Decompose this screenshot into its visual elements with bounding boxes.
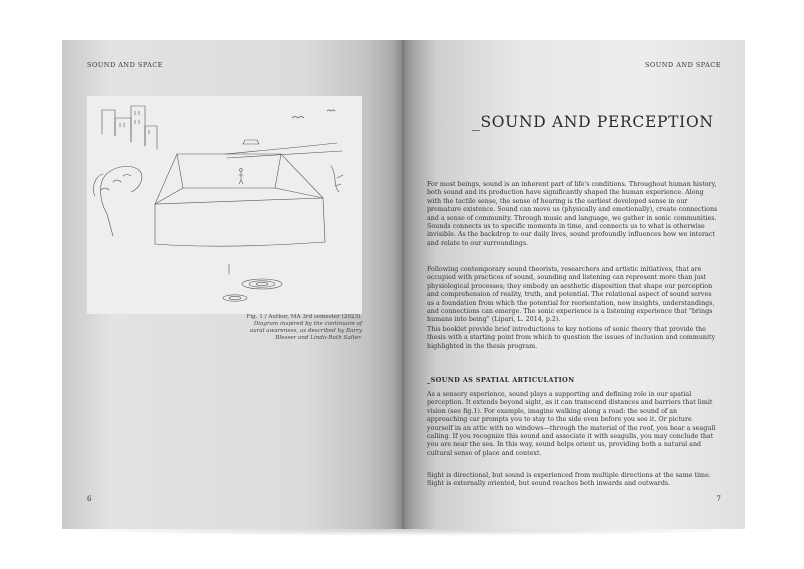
figure-sketch	[87, 96, 362, 314]
running-head-right: SOUND AND SPACE	[644, 61, 721, 69]
paragraph-2: Following contemporary sound theorists, researchers and artistic initiatives, that are occupied with practices of sound, sounding and listening can represent more than just physiological processes; they embody an aesthetic disposition that shape our perception and comprehension of reality, truth, and potential. The relational aspect of sound serves as a foundation from which the potential for reorientation, new insights, understandings, and connections can emerge. The sonic experience is a listening experience that "brings humans into being" (Lipari, L. 2014, p.2).	[427, 266, 715, 324]
left-page	[62, 40, 402, 529]
page-number-left: 6	[87, 495, 92, 503]
paragraph-4: As a sensory experience, sound plays a supporting and defining role in our spatial perception. It extends beyond sight, as it can transcend distances and barriers that limit vision (see fig.1). For example, imagine walking along a road: the sound of an approaching car prompts you to stay to the side even before you see it. Or picture yourself in an attic with no windows—through the material of the roof, you hear a seagull calling. If you recognize this sound and associate it with seagulls, you may conclude that you are near the sea. In this way, sound helps orient us, providing both a natural and cultural sense of place and context.	[427, 391, 716, 457]
right-page	[402, 40, 745, 529]
book-spine-shadow	[392, 40, 414, 529]
running-head-left: SOUND AND SPACE	[87, 61, 164, 69]
figure-caption	[122, 314, 362, 342]
paragraph-5: Sight is directional, but sound is experienced from multiple directions at the same time. Sight is externally oriented, but sound reaches both inwards and outwards.	[427, 472, 711, 488]
section-heading: _SOUND AS SPATIAL ARTICULATION	[427, 376, 575, 384]
page-number-right: 7	[716, 495, 721, 503]
book-spread	[62, 40, 745, 529]
caption-line-4: Blesser and Linda-Ruth Salter.	[275, 335, 362, 341]
caption-line-1: Fig. 1 / Author, MA 3rd semester (2023).	[246, 314, 362, 320]
caption-line-2: Diagram inspired by the continuum of	[253, 321, 362, 327]
paragraph-3: This booklet provide brief introductions to key notions of sonic theory that provide the thesis with a starting point from which to question the issues of inclusion and community highlighted in the thesis program.	[427, 326, 716, 350]
sketch-illustration	[87, 96, 362, 314]
caption-line-3: aural awareness, as described by Barry	[249, 328, 362, 334]
paragraph-1: For most beings, sound is an inherent part of life's conditions. Throughout human history, both sound and its production have significantly shaped the human experience. Along with the tactile sense, the sense of hearing is the earliest developed sense in our premature existence. Sound can move us (physically and emotionally), create connections and a sense of community. Through music and language, we gather in sonic communities. Sounds connects us to specific moments in time, and connects us to what is otherwise invisible. As the backdrop to our daily lives, sound profoundly influences how we interact and relate to our surroundings.	[427, 181, 718, 247]
chapter-title: _SOUND AND PERCEPTION	[472, 113, 714, 131]
